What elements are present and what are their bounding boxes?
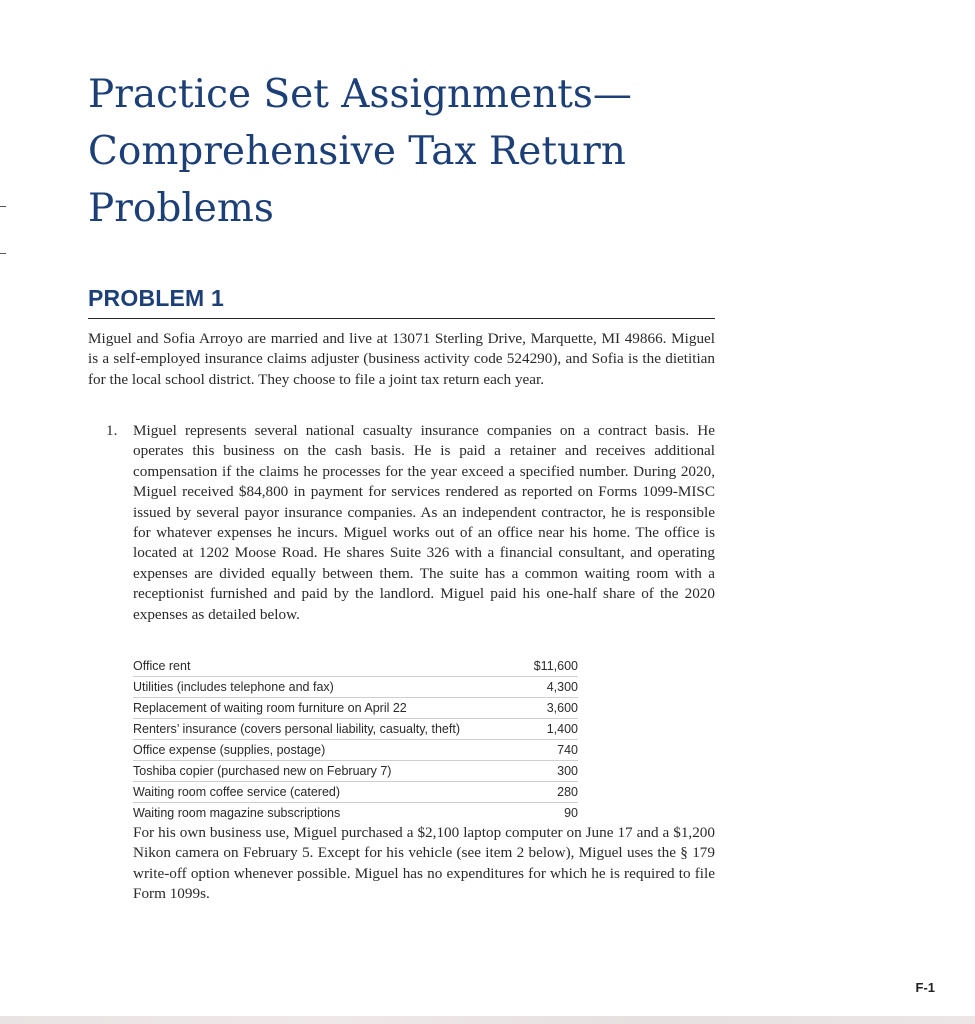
expense-label: Office rent bbox=[133, 656, 488, 677]
table-row bbox=[133, 803, 578, 824]
expense-amount: 90 bbox=[564, 806, 578, 820]
expense-label: Waiting room magazine subscriptions bbox=[133, 806, 341, 820]
edge-mark bbox=[0, 206, 6, 207]
expense-amount: 740 bbox=[488, 740, 578, 761]
title-line: Practice Set Assignments— bbox=[88, 72, 632, 117]
expense-amount: $11,600 bbox=[488, 656, 578, 677]
expense-label: Waiting room coffee service (catered) bbox=[133, 782, 488, 803]
table-row bbox=[133, 782, 578, 803]
bottom-strip bbox=[0, 1016, 975, 1024]
expense-amount: 1,400 bbox=[488, 719, 578, 740]
table-row bbox=[133, 761, 578, 782]
table-row bbox=[133, 719, 578, 740]
expense-label: Replacement of waiting room furniture on April 22 bbox=[133, 698, 488, 719]
expense-amount: 300 bbox=[488, 761, 578, 782]
expense-label: Utilities (includes telephone and fax) bbox=[133, 677, 488, 698]
expense-table bbox=[133, 656, 578, 823]
expense-label: Office expense (supplies, postage) bbox=[133, 740, 488, 761]
followup-paragraph: For his own business use, Miguel purchased a $2,100 laptop computer on June 17 and a $1,200 Nikon camera on February 5. Except for his vehicle (see item 2 below), Miguel uses the § 179 write-off option whenever possible. Miguel has no expenditures for which he is required to file Form 1099s. bbox=[133, 824, 715, 903]
table-row bbox=[133, 698, 578, 719]
edge-mark bbox=[0, 253, 6, 254]
title-line: Problems bbox=[88, 186, 274, 231]
heading-rule bbox=[88, 318, 715, 319]
intro-paragraph: Miguel and Sofia Arroyo are married and live at 13071 Sterling Drive, Marquette, MI 49866. Miguel is a self-employed insurance claims adjuster (business activity code 524290), and Sofia is the dietitian for the local school district. They choose to file a joint tax return each year. bbox=[88, 330, 715, 388]
expense-amount: 3,600 bbox=[488, 698, 578, 719]
expense-label: Renters’ insurance (covers personal liability, casualty, theft) bbox=[133, 719, 488, 740]
expense-amount: 4,300 bbox=[488, 677, 578, 698]
item-number: 1. bbox=[106, 422, 118, 439]
expense-amount: 280 bbox=[488, 782, 578, 803]
table-row bbox=[133, 677, 578, 698]
title-line: Comprehensive Tax Return bbox=[88, 129, 626, 174]
table-row bbox=[133, 740, 578, 761]
problem-heading: PROBLEM 1 bbox=[88, 285, 224, 311]
page-title bbox=[88, 66, 708, 237]
table-row bbox=[133, 656, 578, 677]
item-paragraph: Miguel represents several national casualty insurance companies on a contract basis. He operates this business on the cash basis. He is paid a retainer and receives additional compensation if the claims he processes for the year exceed a specified number. During 2020, Miguel received $84,800 in payment for services rendered as reported on Forms 1099-MISC issued by several payor insurance companies. As an independent contractor, he is responsible for whatever expenses he incurs. Miguel works out of an office near his home. The office is located at 1202 Moose Road. He shares Suite 326 with a financial consultant, and operating expenses are divided equally between them. The suite has a common waiting room with a receptionist furnished and paid by the landlord. Miguel paid his one-half share of the 2020 expenses as detailed below. bbox=[133, 422, 715, 623]
expense-label: Toshiba copier (purchased new on February 7) bbox=[133, 761, 488, 782]
page-number: F-1 bbox=[915, 980, 935, 995]
